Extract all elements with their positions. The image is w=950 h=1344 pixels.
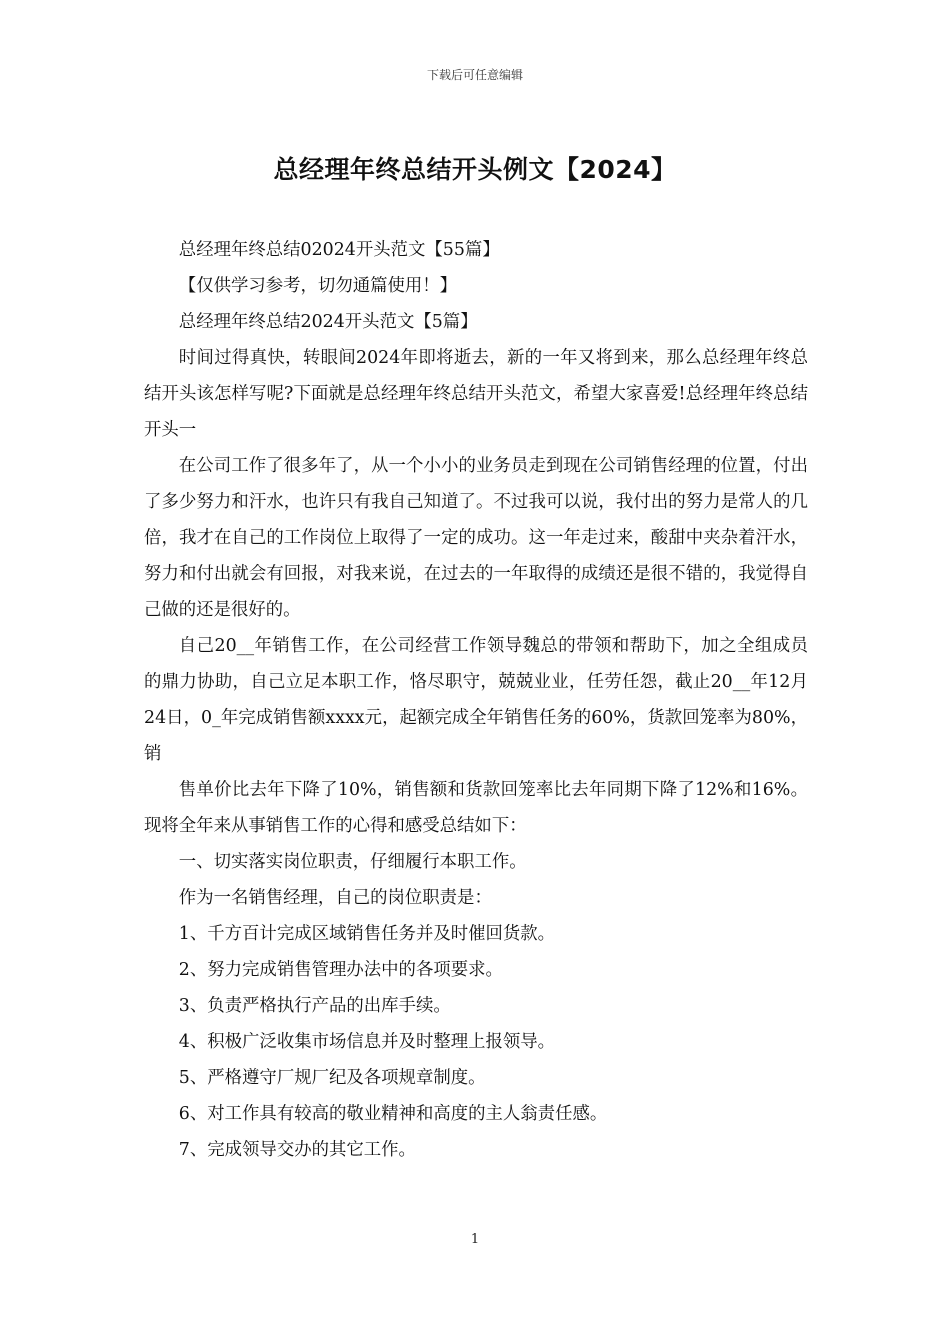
list-item: 4、积极广泛收集市场信息并及时整理上报领导。 <box>178 1032 556 1052</box>
paragraph: 【仅供学习参考，切勿通篇使用！】 <box>178 276 458 296</box>
list-item: 7、完成领导交办的其它工作。 <box>178 1140 416 1160</box>
list-item: 5、严格遵守厂规厂纪及各项规章制度。 <box>178 1068 486 1088</box>
list-item: 1、千方百计完成区域销售任务并及时催回货款。 <box>178 924 556 944</box>
page-header-note: 下载后可任意编辑 <box>426 68 523 82</box>
document-title: 总经理年终总结开头例文【2024】 <box>273 155 677 184</box>
paragraph: 总经理年终总结2024开头范文【5篇】 <box>178 312 478 332</box>
document-body <box>144 232 808 1168</box>
list-item: 3、负责严格执行产品的出库手续。 <box>178 996 451 1016</box>
list-item: 6、对工作具有较高的敬业精神和高度的主人翁责任感。 <box>178 1104 608 1124</box>
paragraph: 自己20__年销售工作，在公司经营工作领导魏总的带领和帮助下，加之全组成员的鼎力协助，自己立足本职工作，恪尽职守，兢兢业业，任劳任怨，截止20__年12月24日，0_年完成销售额xxxx元，起额完成全年销售任务的60%，货款回笼率为80%，销 <box>144 636 808 764</box>
section-heading: 一、切实落实岗位职责，仔细履行本职工作。 <box>178 852 527 872</box>
paragraph: 售单价比去年下降了10%，销售额和货款回笼率比去年同期下降了12%和16%。现将全年来从事销售工作的心得和感受总结如下： <box>144 780 808 836</box>
paragraph: 总经理年终总结02024开头范文【55篇】 <box>178 240 500 260</box>
paragraph: 在公司工作了很多年了，从一个小小的业务员走到现在公司销售经理的位置，付出了多少努力和汗水，也许只有我自己知道了。不过我可以说，我付出的努力是常人的几倍，我才在自己的工作岗位上取得了一定的成功。这一年走过来，酸甜中夹杂着汗水，努力和付出就会有回报，对我来说，在过去的一年取得的成绩还是很不错的，我觉得自己做的还是很好的。 <box>144 456 808 620</box>
paragraph: 作为一名销售经理，自己的岗位职责是： <box>178 888 492 908</box>
list-item: 2、努力完成销售管理办法中的各项要求。 <box>178 960 503 980</box>
paragraph: 时间过得真快，转眼间2024年即将逝去，新的一年又将到来，那么总经理年终总结开头该怎样写呢?下面就是总经理年终总结开头范文，希望大家喜爱!总经理年终总结开头一 <box>144 348 808 440</box>
page-number: 1 <box>470 1232 480 1247</box>
